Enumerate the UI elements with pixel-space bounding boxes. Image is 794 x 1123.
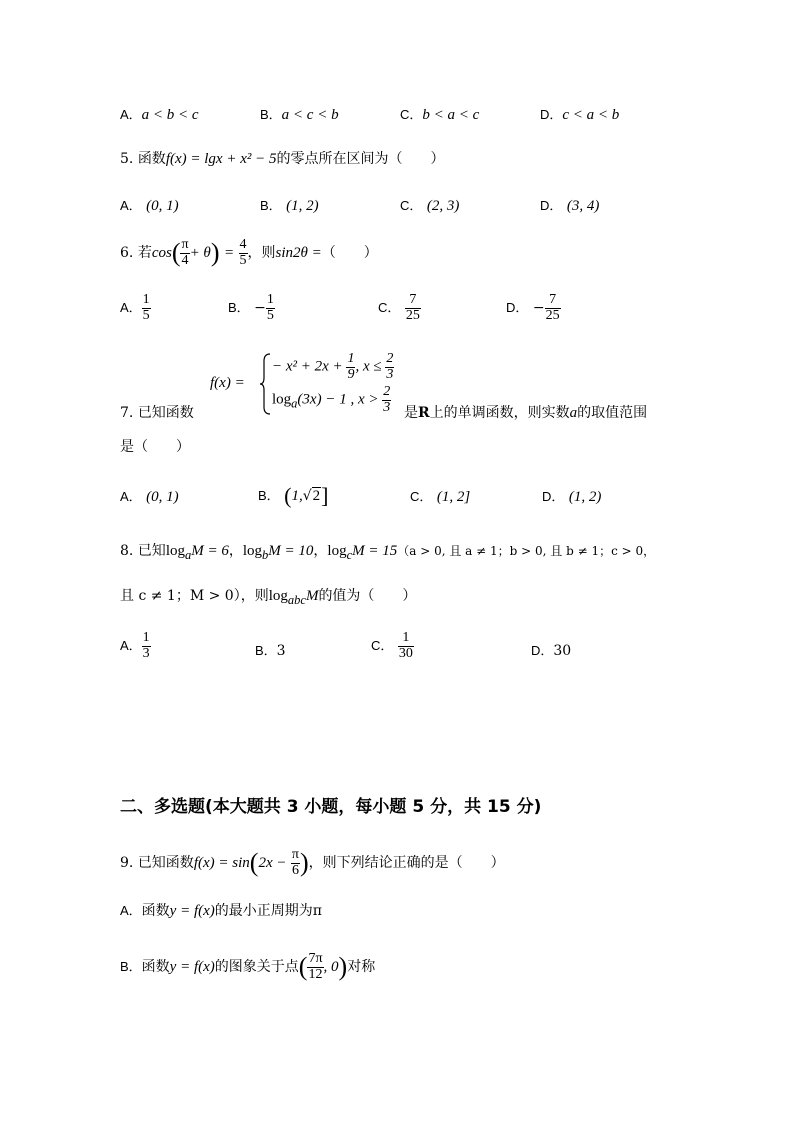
option-label: B．	[120, 959, 142, 975]
option-label: D．	[531, 643, 554, 658]
option-label: B．	[260, 198, 282, 213]
question-text: 的值为（ ）	[318, 588, 417, 604]
question-text: ，则下列结论正确的是（ ）	[308, 855, 505, 872]
option-label: D．	[540, 198, 563, 213]
option-label: D．	[506, 300, 529, 316]
function-expr: f(x) = sin	[193, 855, 250, 872]
piecewise-case-1: − x² + 2x + $\frac{1}{9}$ , x ≤ $\frac{2}{3}$	[272, 351, 394, 382]
option-math: 1,	[291, 488, 303, 504]
option-label: A．	[120, 489, 142, 504]
option-label: A．	[120, 198, 142, 213]
sqrt-value: 2	[312, 488, 321, 504]
q4-option-b	[260, 104, 339, 124]
option-math: (3, 4)	[566, 198, 600, 214]
question-number: 5.	[120, 151, 138, 167]
q8-option-c	[371, 631, 414, 661]
question-8: 8. 已知$\log_aM = 6$，$\log_bM = 10$，$\log_cM = 15(a > 0$, 且 a ≠ 1；b > 0, 且 b ≠ 1；c > 0，	[120, 543, 656, 562]
option-label: A．	[120, 300, 142, 316]
option-math: c < a < b	[562, 107, 620, 123]
fraction: $\frac{7}{25}$	[545, 292, 560, 323]
option-label: A．	[120, 638, 142, 654]
option-value: 30	[553, 643, 572, 659]
minus-sign: −	[532, 300, 545, 317]
q4-option-d	[540, 104, 619, 124]
option-label: C．	[378, 300, 401, 316]
q9-option-b: B．函数y = f(x)的图象关于点( $\frac{7\pi}{12}$ , 0)对称	[120, 951, 376, 982]
question-text: 上的单调函数，则实数	[429, 405, 570, 421]
fraction: $\frac{1}{3}$	[142, 630, 150, 661]
variable-a: a	[569, 405, 578, 421]
question-text: 的零点所在区间为（ ）	[276, 151, 445, 167]
function-expr: y = f(x)	[169, 903, 215, 919]
question-6: 6. 若cos( $\frac{\pi}{4}$ + θ) = $\frac{4}{5}$ ，则sin2θ =（ ）	[120, 237, 378, 268]
question-7-line2: 是（ ）	[120, 439, 190, 455]
piecewise-lhs: f(x) =	[210, 375, 245, 391]
conditions: 且 c ≠ 1；M > 0），则	[120, 588, 269, 604]
option-math: b < a < c	[422, 107, 480, 123]
option-math: a < b < c	[141, 107, 199, 123]
q6-option-a	[120, 293, 151, 323]
q5-option-d	[540, 195, 599, 215]
q7-option-b: B． (1,√2]	[258, 483, 329, 508]
option-label: D．	[540, 107, 563, 122]
option-label: A．	[120, 107, 142, 122]
equals: =	[223, 245, 235, 262]
q9-option-a: A．函数y = f(x)的最小正周期为π	[120, 903, 322, 919]
conditions: （a > 0, 且 a ≠ 1；b > 0, 且 b ≠ 1；c > 0，	[397, 544, 656, 558]
option-label: C．	[400, 198, 423, 213]
option-math: (0, 1)	[146, 198, 179, 214]
question-text: 已知	[137, 543, 166, 559]
q6-option-d	[506, 293, 561, 323]
question-text: 函数	[137, 151, 166, 167]
option-label: B．	[258, 488, 280, 503]
option-label: C．	[410, 489, 433, 504]
q8-option-b	[255, 640, 286, 659]
question-7-tail	[404, 402, 694, 422]
option-label: C．	[371, 638, 394, 654]
set-R: R	[418, 405, 430, 421]
option-label: D．	[542, 489, 565, 504]
q8-option-d	[531, 640, 571, 659]
minus-sign: −	[254, 300, 266, 317]
question-number: 7.	[120, 405, 138, 421]
option-label: B．	[260, 107, 282, 122]
question-text: 已知函数	[137, 855, 194, 872]
option-math: (1, 2)	[286, 198, 319, 214]
question-number: 6.	[120, 245, 138, 262]
option-math: (2, 3)	[426, 198, 460, 214]
question-text: 的取值范围	[577, 405, 648, 421]
option-label: C．	[400, 107, 423, 122]
question-text: 是	[404, 405, 418, 421]
q8-option-a	[120, 631, 151, 661]
question-text: （ ）	[321, 245, 378, 262]
question-5	[120, 148, 694, 168]
theta-text: + θ	[189, 245, 211, 262]
fraction: $\frac{1}{30}$	[398, 630, 413, 661]
option-math: (1, 2]	[436, 489, 471, 505]
q7-option-a	[120, 486, 179, 506]
option-math: a < c < b	[281, 107, 339, 123]
fraction: $\frac{\pi}{4}$	[181, 237, 189, 268]
q4-option-a	[120, 104, 199, 124]
question-number: 8.	[120, 543, 138, 559]
question-8-line2: 且 c ≠ 1；M > 0），则$\log_{abc}M$的值为（ ）	[120, 588, 417, 607]
cos-text: cos	[151, 245, 172, 262]
fraction: $\frac{7}{25}$	[405, 292, 420, 323]
fraction: $\frac{4}{5}$	[239, 237, 247, 268]
option-math: (1, 2)	[568, 489, 602, 505]
q5-option-b	[260, 195, 319, 215]
option-label: A．	[120, 903, 142, 918]
question-9: 9. 已知函数f(x) = sin(2x − $\frac{\pi}{6}$ )，则下列结论正确的是（ ）	[120, 847, 505, 878]
q4-option-c	[400, 104, 479, 124]
option-label: B．	[255, 643, 277, 658]
fraction: $\frac{1}{5}$	[266, 292, 274, 323]
section-title: 二、多选题(本大题共 3 小题，每小题 5 分，共 15 分)	[120, 797, 542, 817]
function-expr: f(x) = lgx + x² − 5	[165, 151, 277, 167]
q5-option-a	[120, 195, 179, 215]
q5-option-c	[400, 195, 459, 215]
question-number: 9.	[120, 855, 138, 872]
question-text: 已知函数	[137, 405, 194, 421]
option-value: 3	[276, 643, 286, 659]
fraction: $\frac{1}{5}$	[142, 292, 150, 323]
q6-option-c	[378, 293, 421, 323]
q7-option-d	[542, 486, 601, 506]
sin-expr: sin2θ =	[275, 245, 322, 262]
function-expr: y = f(x)	[169, 959, 215, 976]
question-text: 若	[137, 245, 152, 262]
question-text: ，则	[247, 245, 276, 262]
piecewise-case-2: $\log_a(3x) - 1$ , x > $\frac{2}{3}$	[272, 384, 391, 415]
option-math: (0, 1)	[146, 489, 179, 505]
option-label: B．	[228, 300, 250, 316]
q6-option-b	[228, 293, 275, 323]
q7-option-c	[410, 486, 470, 506]
